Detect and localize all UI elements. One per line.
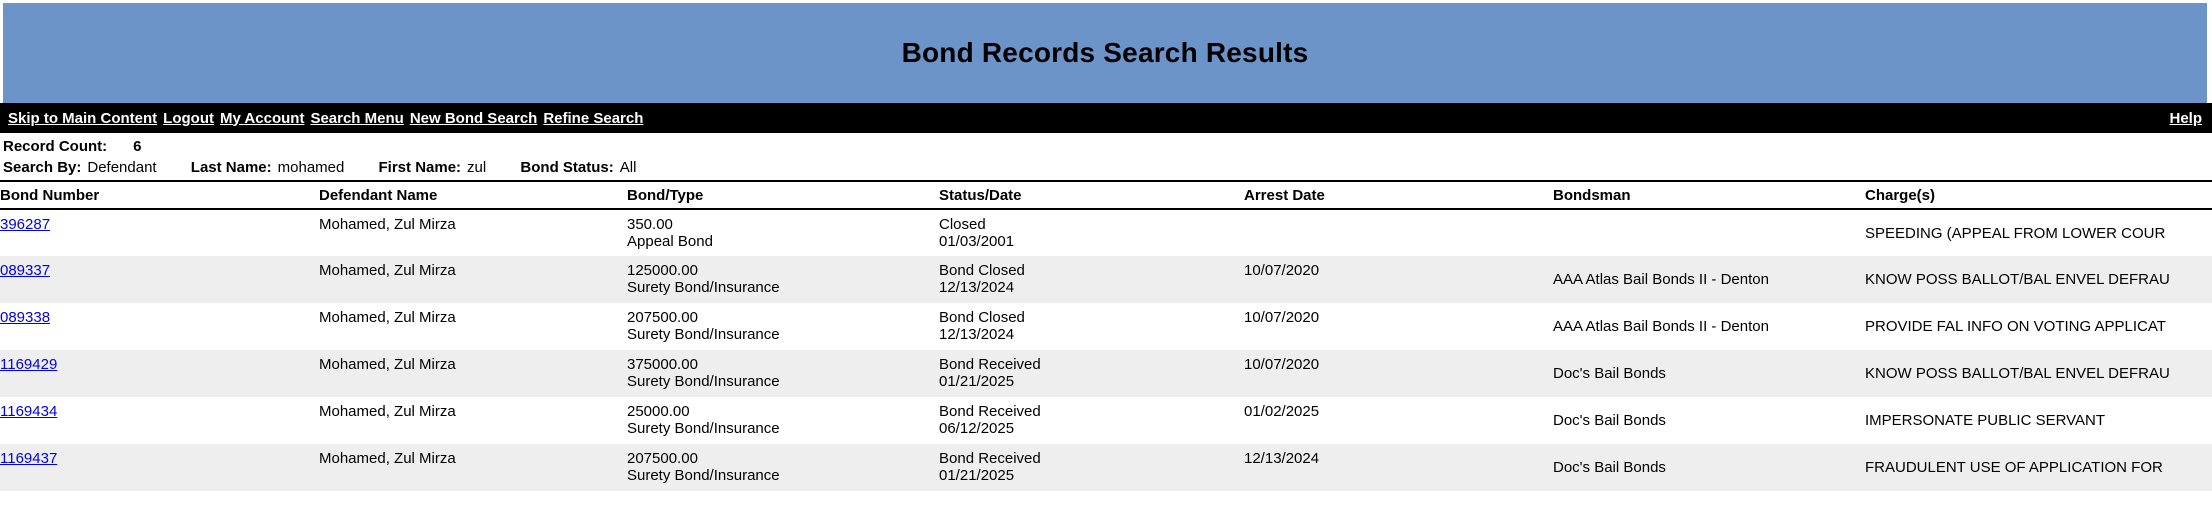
charges-cell: FRAUDULENT USE OF APPLICATION FOR <box>1865 459 2163 476</box>
bond-number-link[interactable]: 396287 <box>0 216 51 233</box>
arrest-date-cell: 01/02/2025 <box>1244 403 1320 420</box>
bondsman-cell: AAA Atlas Bail Bonds II - Denton <box>1553 271 1769 288</box>
defendant-name-cell: Mohamed, Zul Mirza <box>319 216 456 233</box>
bond-type-cell <box>627 444 939 491</box>
bond-status: Bond Closed <box>939 309 1025 326</box>
arrest-date-cell: 10/07/2020 <box>1244 309 1320 326</box>
table-row <box>0 209 2212 256</box>
defendant-name-cell: Mohamed, Zul Mirza <box>319 450 456 467</box>
bond-amount: 375000.00 <box>627 356 698 373</box>
bond-type: Appeal Bond <box>627 233 713 250</box>
status-date-cell <box>939 397 1244 444</box>
bond-type-cell <box>627 303 939 350</box>
nav-link-refine-search[interactable]: Refine Search <box>543 109 644 127</box>
defendant-name-cell: Mohamed, Zul Mirza <box>319 403 456 420</box>
status-date-cell <box>939 209 1244 256</box>
bond-results-table <box>0 180 2212 491</box>
arrest-date-cell: 12/13/2024 <box>1244 450 1320 467</box>
charges-cell: KNOW POSS BALLOT/BAL ENVEL DEFRAU <box>1865 271 2170 288</box>
nav-link-skip-to-main-content[interactable]: Skip to Main Content <box>8 109 158 127</box>
col-header-arrest-date: Arrest Date <box>1244 186 1325 204</box>
page-title: Bond Records Search Results <box>901 37 1309 68</box>
nav-link-help[interactable]: Help <box>2169 109 2202 127</box>
status-date-cell <box>939 303 1244 350</box>
nav-link-logout[interactable]: Logout <box>163 109 214 127</box>
bond-number-link[interactable]: 089337 <box>0 262 51 279</box>
table-row <box>0 350 2212 397</box>
table-row <box>0 256 2212 303</box>
charges-cell: PROVIDE FAL INFO ON VOTING APPLICAT <box>1865 318 2166 335</box>
bond-amount: 350.00 <box>627 216 673 233</box>
defendant-name-cell: Mohamed, Zul Mirza <box>319 356 456 373</box>
record-count-line <box>3 136 2212 157</box>
bond-type-cell <box>627 397 939 444</box>
status-date-cell <box>939 350 1244 397</box>
first-name-label: First Name: <box>378 159 462 176</box>
col-header-bondsman: Bondsman <box>1553 186 1631 204</box>
col-header-bond-number: Bond Number <box>0 186 100 204</box>
bond-type: Surety Bond/Insurance <box>627 279 780 296</box>
bondsman-cell <box>1553 209 1865 256</box>
bond-number-link[interactable]: 1169429 <box>0 356 58 373</box>
arrest-date-cell: 10/07/2020 <box>1244 262 1320 279</box>
bond-status: Closed <box>939 216 986 233</box>
col-header-charges: Charge(s) <box>1865 186 1936 204</box>
bond-status: Bond Received <box>939 356 1041 373</box>
record-count-label: Record Count: <box>3 138 108 155</box>
search-by-label: Search By: <box>3 159 82 176</box>
bond-type-cell <box>627 209 939 256</box>
status-date: 01/21/2025 <box>939 467 1015 484</box>
table-row <box>0 444 2212 491</box>
search-by-value: Defendant <box>87 159 157 176</box>
bondsman-cell: Doc's Bail Bonds <box>1553 365 1666 382</box>
status-date: 01/21/2025 <box>939 373 1015 390</box>
nav-link-new-bond-search[interactable]: New Bond Search <box>409 109 538 127</box>
bond-status-label: Bond Status: <box>520 159 614 176</box>
page-banner <box>3 3 2207 103</box>
defendant-name-cell: Mohamed, Zul Mirza <box>319 262 456 279</box>
search-summary <box>0 133 2212 180</box>
top-navbar <box>0 103 2212 133</box>
bond-number-link[interactable]: 089338 <box>0 309 51 326</box>
status-date: 06/12/2025 <box>939 420 1015 437</box>
col-header-status-date: Status/Date <box>939 186 1022 204</box>
bondsman-cell: AAA Atlas Bail Bonds II - Denton <box>1553 318 1769 335</box>
arrest-date-cell <box>1244 209 1553 256</box>
last-name-label: Last Name: <box>190 159 272 176</box>
bond-amount: 207500.00 <box>627 450 698 467</box>
table-row <box>0 303 2212 350</box>
col-header-defendant-name: Defendant Name <box>319 186 438 204</box>
bond-type: Surety Bond/Insurance <box>627 420 780 437</box>
record-count-value: 6 <box>133 138 142 155</box>
bond-amount: 207500.00 <box>627 309 698 326</box>
bond-type: Surety Bond/Insurance <box>627 467 780 484</box>
table-header-row <box>0 181 2212 209</box>
bond-status-value: All <box>619 159 637 176</box>
bond-status: Bond Received <box>939 403 1041 420</box>
table-row <box>0 397 2212 444</box>
status-date: 12/13/2024 <box>939 279 1015 296</box>
search-by-line <box>3 157 2212 178</box>
arrest-date-cell: 10/07/2020 <box>1244 356 1320 373</box>
first-name-value: zul <box>467 159 487 176</box>
nav-link-search-menu[interactable]: Search Menu <box>310 109 404 127</box>
bond-amount: 25000.00 <box>627 403 690 420</box>
bond-number-link[interactable]: 1169434 <box>0 403 58 420</box>
last-name-value: mohamed <box>277 159 345 176</box>
bond-status: Bond Closed <box>939 262 1025 279</box>
status-date: 12/13/2024 <box>939 326 1015 343</box>
bond-number-link[interactable]: 1169437 <box>0 450 58 467</box>
bond-type-cell <box>627 256 939 303</box>
col-header-bond-type: Bond/Type <box>627 186 704 204</box>
charges-cell: SPEEDING (APPEAL FROM LOWER COUR <box>1865 224 2166 242</box>
bond-type: Surety Bond/Insurance <box>627 326 780 343</box>
bond-amount: 125000.00 <box>627 262 698 279</box>
nav-links <box>8 110 643 127</box>
bond-type: Surety Bond/Insurance <box>627 373 780 390</box>
status-date-cell <box>939 444 1244 491</box>
defendant-name-cell: Mohamed, Zul Mirza <box>319 309 456 326</box>
status-date-cell <box>939 256 1244 303</box>
nav-link-my-account[interactable]: My Account <box>219 109 305 127</box>
bond-status: Bond Received <box>939 450 1041 467</box>
bondsman-cell: Doc's Bail Bonds <box>1553 412 1666 429</box>
charges-cell: KNOW POSS BALLOT/BAL ENVEL DEFRAU <box>1865 365 2170 382</box>
charges-cell: IMPERSONATE PUBLIC SERVANT <box>1865 412 2106 429</box>
bond-type-cell <box>627 350 939 397</box>
status-date: 01/03/2001 <box>939 233 1015 250</box>
bondsman-cell: Doc's Bail Bonds <box>1553 459 1666 476</box>
